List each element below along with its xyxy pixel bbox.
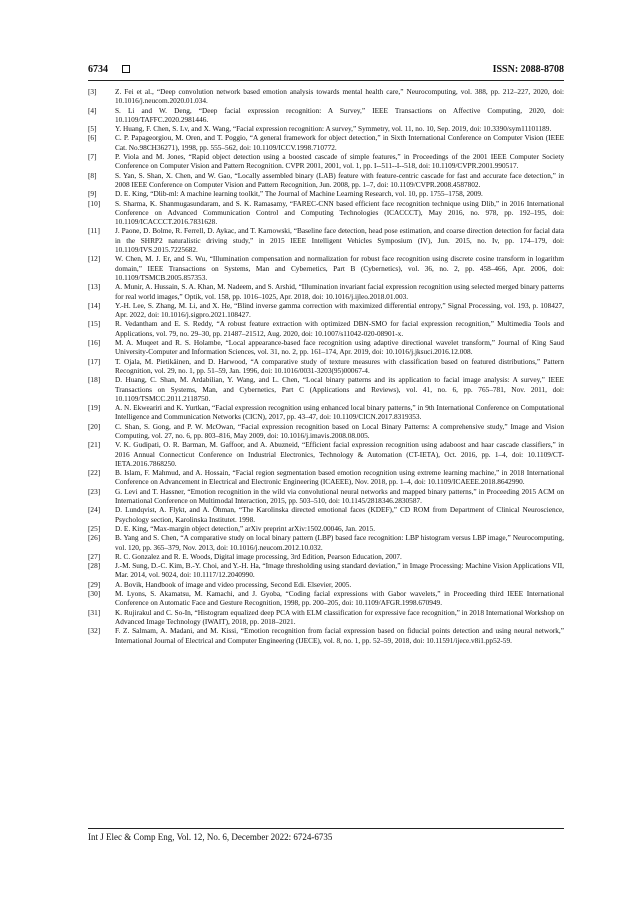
reference-number: [26] [88,533,101,543]
reference-item [88,468,564,487]
reference-text: D. Huang, C. Shan, M. Ardabilian, Y. Wang, and L. Chen, “Local binary patterns and its application to facial image analysis: A survey,” IEEE Transactions on Systems, Man, and Cybernetics, Part C (Applications and Reviews), vol. 41, no. 6, pp. 765–781, Nov. 2011, doi: 10.1109/TSMCC.2011.2118750. [115,375,564,403]
reference-number: [7] [88,152,97,162]
reference-text: A. Bovik, Handbook of image and video processing, Second Edi. Elsevier, 2005. [115,579,352,589]
reference-item [88,533,564,552]
reference-item [88,589,564,608]
reference-item [88,282,564,301]
reference-number: [23] [88,486,101,496]
reference-item [88,608,564,627]
reference-text: M. Lyons, S. Akamatsu, M. Kamachi, and J. Gyoba, “Coding facial expressions with Gabor wavelets,” in Proceeding third IEEE International Conference on Automatic Face and Gesture Recognition, 1998, pp. 200–205, doi: 10.1109/AFGR.1998.670949. [115,589,564,608]
reference-item [88,338,564,357]
reference-text: T. Ojala, M. Pietikäinen, and D. Harwood, “A comparative study of texture measures with classification based on featured distributions,” Pattern Recognition, vol. 29, no. 1, pp. 51–59, Jan. 1996, doi: 10.1016/0031-3203(95)00067-4. [115,356,564,375]
reference-item [88,87,564,106]
header-rule [88,80,564,81]
reference-text: P. Viola and M. Jones, “Rapid object detection using a boosted cascade of simple features,” in Proceedings of the 2001 IEEE Computer Society Conference on Computer Vision and Pattern Recognition. CVPR 2001, 2001, vol. 1, pp. I--511--I--518, doi: 10.1109/CVPR.2001.990517. [115,152,564,171]
reference-text: B. Islam, F. Mahmud, and A. Hossain, “Facial region segmentation based emotion recognition using extreme learning machine,” in 2018 International Conference on Advancement in Electrical and Electronic Engineering (ICAEEE), Nov. 2018, pp. 1–4, doi: 10.1109/ICAEEE.2018.8642990. [115,468,564,487]
reference-number: [9] [88,189,97,199]
reference-item [88,199,564,227]
reference-number: [24] [88,505,101,515]
reference-text: K. Rujirakul and C. So-In, “Histogram equalized deep PCA with ELM classification for expressive face recognition,” in 2018 International Workshop on Advanced Image Technology (IWAIT), 2018, pp. 2018–2021. [115,607,564,626]
reference-item [88,319,564,338]
reference-text: A. Munir, A. Hussain, S. A. Khan, M. Nadeem, and S. Arshid, “Illumination invariant facial expression recognition using selected merged binary patterns for real world images,” Optik, vol. 158, pp. 1016–1025, Apr. 2018, doi: 10.1016/j.ijleo.2018.01.003. [115,282,564,301]
reference-item [88,357,564,376]
reference-number: [22] [88,468,101,478]
reference-text: F. Z. Salmam, A. Madani, and M. Kissi, “Emotion recognition from facial expression based on fiducial points detection and using neural network,” International Journal of Electrical and Computer Engineering (IJECE), vol. 8, no. 1, pp. 52–59, 2018, doi: 10.11591/ijece.v8i1.pp52-59. [115,626,564,645]
reference-number: [12] [88,254,101,264]
issn: ISSN: 2088-8708 [492,64,564,75]
reference-number: [17] [88,356,101,366]
reference-text: Y.-H. Lee, S. Zhang, M. Li, and X. He, “Blind inverse gamma correction with maximized differential entropy,” Signal Processing, vol. 193, p. 108427, Apr. 2022, doi: 10.1016/j.sigpro.2021.108427. [115,300,564,320]
reference-number: [20] [88,421,101,431]
reference-text: S. Yan, S. Shan, X. Chen, and W. Gao, “Locally assembled binary (LAB) feature with feature-centric cascade for fast and accurate face detection,” in 2008 IEEE Conference on Computer Vision and Pattern Recognition, Jun. 2008, pp. 1–7, doi: 10.1109/CVPR.2008.4587802. [115,170,564,189]
reference-item [88,487,564,506]
reference-text: G. Levi and T. Hassner, “Emotion recognition in the wild via convolutional neural networks and mapped binary patterns,” in Proceeding 2015 ACM on International Conference on Multimodal Interaction, 2015, pp. 503–510, doi: 10.1145/2818346.2830587. [115,486,564,506]
reference-number: [30] [88,589,101,599]
reference-text: C. P. Papageorgiou, M. Oren, and T. Poggio, “A general framework for object detection,” in Sixth International Conference on Computer Vision (IEEE Cat. No.98CH36271), 1998, pp. 555–562, doi: 10.1109/ICCV.1998.710772. [115,133,564,152]
reference-item [88,152,564,171]
reference-number: [11] [88,226,100,236]
reference-number: [18] [88,375,101,385]
reference-number: [6] [88,133,97,143]
reference-item [88,226,564,254]
reference-text: J. Paone, D. Bolme, R. Ferrell, D. Aykac, and T. Karnowski, “Baseline face detection, head pose estimation, and coarse direction detection for facial data in the SHRP2 naturalistic driving study,” in 2015 IEEE Intelligent Vehicles Symposium (IV), Jun. 2015, no. Iv, pp. 174–179, doi: 10.1109/IVS.2015.7225682. [115,226,564,255]
reference-text: D. E. King, “Max-margin object detection,” arXiv preprint arXiv:1502.00046, Jan. 2015. [115,523,376,533]
reference-text: S. Sharma, K. Shanmugasundaram, and S. K. Ramasamy, “FAREC-CNN based efficient face recognition technique using Dlib,” in 2016 International Conference on Advanced Communication Control and Computing Technologies (ICACCCT), May 2016, no. 978, pp. 192–195, doi: 10.1109/ICACCCT.2016.7831628. [115,198,564,227]
square-icon [122,65,130,73]
reference-item [88,422,564,441]
reference-item [88,440,564,468]
reference-item [88,375,564,403]
reference-text: A. N. Ekweariri and K. Yurtkan, “Facial expression recognition using enhanced local binary patterns,” in 9th International Conference on Computational Intelligence and Communication Networks (CICN), 2017, pp. 43–47, doi: 10.1109/CICN.2017.8319353. [115,403,564,422]
reference-item [88,124,564,133]
reference-text: Z. Fei et al., “Deep convolution network based emotion analysis towards mental health care,” Neurocomputing, vol. 388, pp. 212–227, 2020, doi: 10.1016/j.neucom.2020.01.034. [115,87,564,106]
reference-text: D. E. King, “Dlib-ml: A machine learning toolkit,” The Journal of Machine Learning Research, vol. 10, pp. 1755–1758, 2009. [115,189,483,199]
reference-text: M. A. Muqeet and R. S. Holambe, “Local appearance-based face recognition using adaptive directional wavelet transform,” Journal of King Saud University-Computer and Information Sciences, vol. 31, no. 2, pp. 161–174, Apr. 2019, doi: 10.1016/j.jksuci.2016.12.008. [115,338,564,357]
reference-number: [32] [88,626,101,636]
reference-number: [15] [88,319,101,329]
reference-item [88,171,564,190]
reference-number: [5] [88,124,97,134]
reference-item [88,254,564,282]
reference-number: [4] [88,105,97,115]
reference-number: [28] [88,561,101,571]
reference-item [88,505,564,524]
reference-item [88,403,564,422]
reference-number: [25] [88,523,101,533]
reference-item [88,561,564,580]
reference-item [88,106,564,125]
reference-item [88,552,564,561]
reference-text: V. K. Gudipati, O. R. Barman, M. Gaffoor, and A. Abuzneid, “Efficient facial expression recognition using adaboost and haar cascade classifiers,” in 2016 Annual Connecticut Conference on Industrial Electronics, Technology & Automation (CT-IETA), Oct. 2016, pp. 1–4, doi: 10.1109/CT-IETA.2016.7868250. [115,440,564,468]
page-number: 6734 [88,64,108,75]
footer-citation: Int J Elec & Comp Eng, Vol. 12, No. 6, December 2022: 6724-6735 [88,832,333,842]
reference-item [88,133,564,152]
reference-number: [13] [88,282,101,292]
reference-item [88,580,564,589]
reference-text: D. Lundqvist, A. Flykt, and A. Öhman, “The Karolinska directed emotional faces (KDEF),” CD ROM from Department of Clinical Neuroscience, Psychology section, Karolinska Institutet. 1998. [115,505,564,524]
reference-number: [16] [88,338,101,348]
reference-item [88,301,564,320]
reference-text: J.-M. Sung, D.-C. Kim, B.-Y. Choi, and Y.-H. Ha, “Image thresholding using standard deviation,” in Image Processing: Machine Vision Applications VII, Mar. 2014, vol. 9024, doi: 10.1117/12.2040990. [115,561,564,580]
reference-text: R. Vedantham and E. S. Reddy, “A robust feature extraction with optimized DBN-SMO for facial expression recognition,” Multimedia Tools and Applications, vol. 79, no. 29–30, pp. 21487–21512, Aug. 2020, doi: 10.1007/s11042-020-08901-x. [115,319,564,338]
reference-number: [31] [88,607,101,617]
reference-text: Y. Huang, F. Chen, S. Lv, and X. Wang, “Facial expression recognition: A survey,” Symmetry, vol. 11, no. 10, Sep. 2019, doi: 10.3390/sym11101189. [115,124,552,134]
reference-text: W. Chen, M. J. Er, and S. Wu, “Illumination compensation and normalization for robust face recognition using discrete cosine transform in logarithm domain,” IEEE Transactions on Systems, Man and Cybernetics, Part B (Cybernetics), vol. 36, no. 2, pp. 458–466, Apr. 2006, doi: 10.1109/TSMCB.2005.857353. [115,254,564,282]
reference-number: [19] [88,403,101,413]
reference-number: [10] [88,198,101,208]
reference-text: C. Shan, S. Gong, and P. W. McOwan, “Facial expression recognition based on Local Binary Patterns: A comprehensive study,” Image and Vision Computing, vol. 27, no. 6, pp. 803–816, May 2009, doi: 10.1016/j.imavis.2008.08.005. [115,421,564,440]
reference-item [88,524,564,533]
reference-number: [29] [88,579,101,589]
reference-number: [27] [88,551,101,561]
reference-text: R. C. Gonzalez and R. E. Woods, Digital image processing, 3rd Edition, Pearson Education, 2007. [115,551,402,561]
reference-number: [8] [88,170,97,180]
page-header [88,64,564,78]
reference-item [88,189,564,198]
reference-list [88,87,564,645]
reference-text: B. Yang and S. Chen, “A comparative study on local binary pattern (LBP) based face recognition: LBP histogram versus LBP image,” Neurocomputing, vol. 120, pp. 365–379, Nov. 2013, doi: 10.1016/j.neucom.2012.10.032. [115,533,564,552]
reference-item [88,626,564,645]
reference-number: [21] [88,440,101,450]
footer-rule [88,828,564,829]
reference-number: [14] [88,300,101,310]
reference-number: [3] [88,87,97,96]
reference-text: S. Li and W. Deng, “Deep facial expression recognition: A Survey,” IEEE Transactions on Affective Computing, 2020, doi: 10.1109/TAFFC.2020.2981446. [115,105,564,124]
